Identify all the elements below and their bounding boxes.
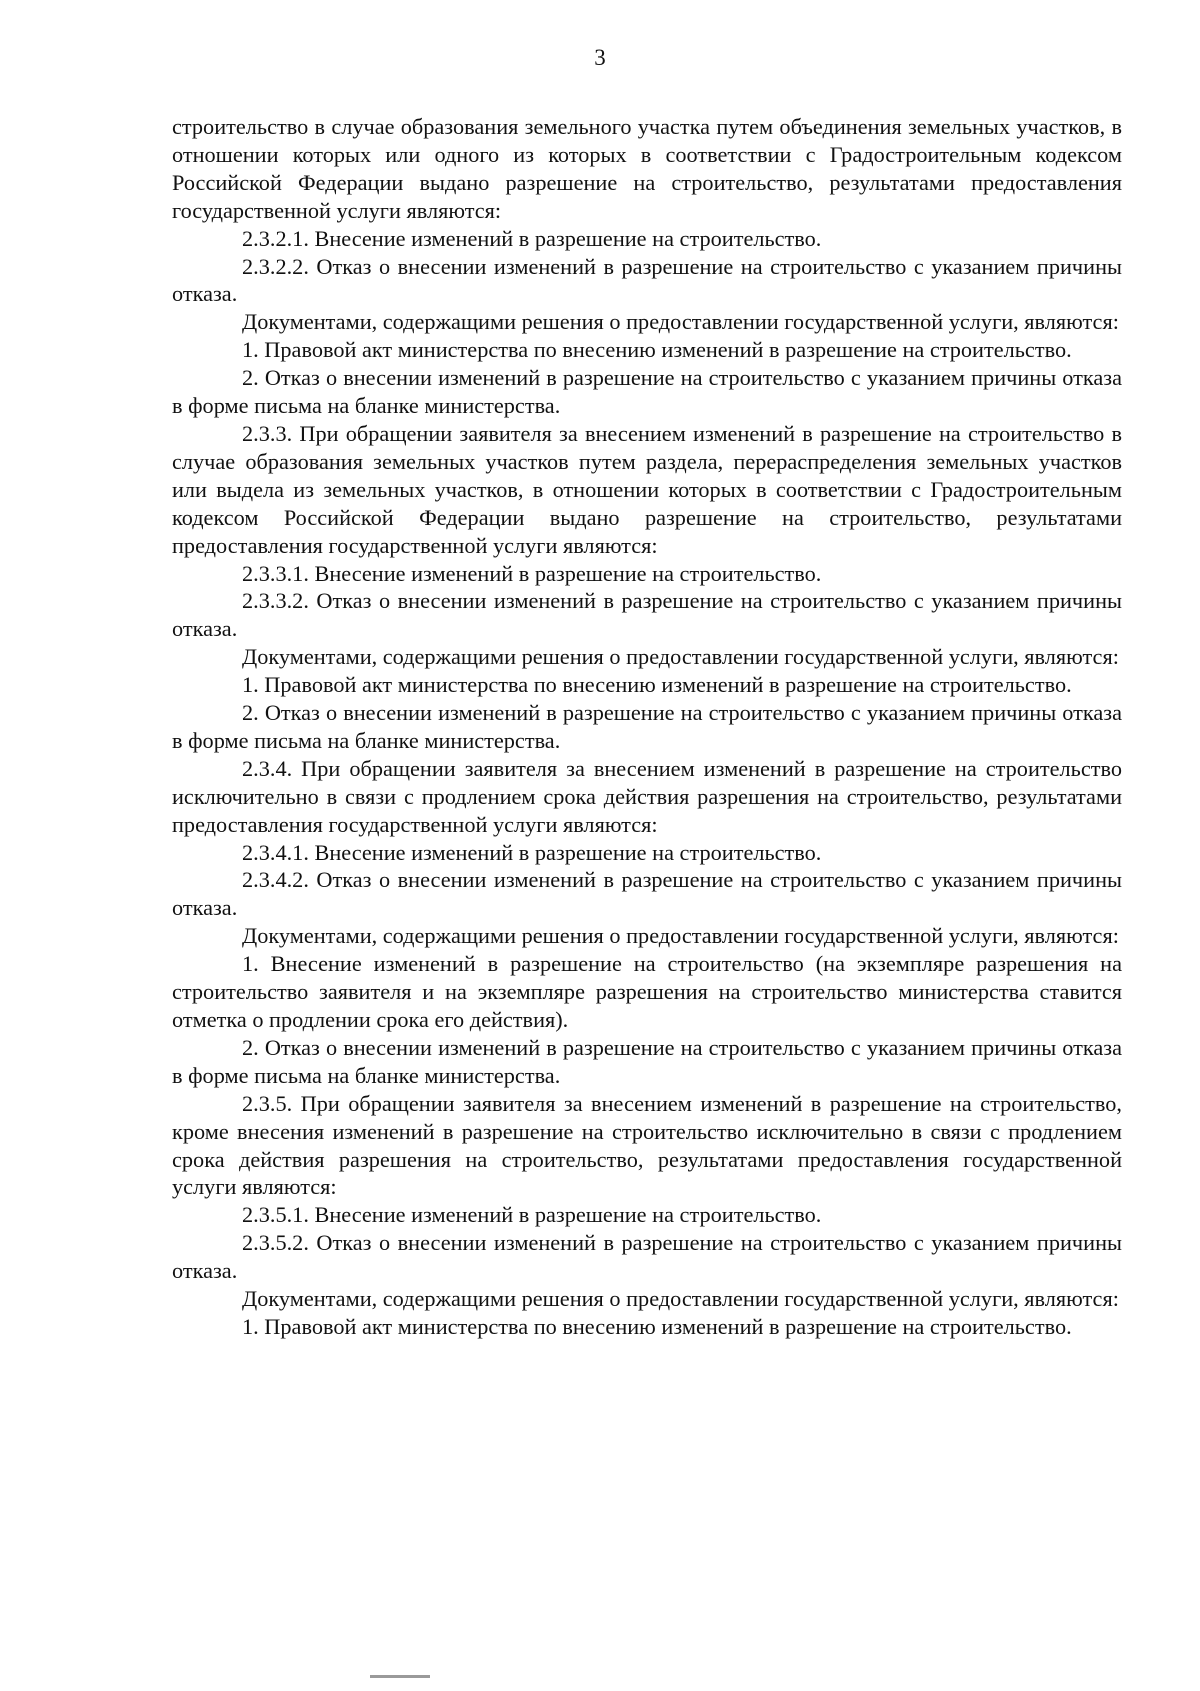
- paragraph: 2.3.5.2. Отказ о внесении изменений в разрешение на строительство с указанием причины отказа.: [172, 1230, 1122, 1284]
- document-body: [172, 113, 1122, 1341]
- paragraph: Документами, содержащими решения о предоставлении государственной услуги, являются:: [242, 309, 1119, 335]
- paragraph: 2.3.4.1. Внесение изменений в разрешение на строительство.: [242, 839, 822, 865]
- scan-artifact: [370, 1675, 430, 1678]
- paragraph: Документами, содержащими решения о предоставлении государственной услуги, являются:: [242, 1286, 1119, 1312]
- paragraph: 2.3.2.2. Отказ о внесении изменений в разрешение на строительство с указанием причины отказа.: [172, 253, 1122, 307]
- paragraph: 2.3.4. При обращении заявителя за внесением изменений в разрешение на строительство исключительно в связи с продлением срока действия разрешения на строительство, результатами предоставления государственной услуги являются:: [172, 755, 1122, 837]
- paragraph: 1. Правовой акт министерства по внесению изменений в разрешение на строительство.: [242, 672, 1072, 698]
- paragraph: строительство в случае образования земельного участка путем объединения земельных участков, в отношении которых или одного из которых в соответствии с Градостроительным кодексом Российской Федерации выдано разрешение на строительство, результатами предоставления государственной услуги являются:: [172, 114, 1122, 223]
- paragraph: 2.3.5. При обращении заявителя за внесением изменений в разрешение на строительство, кроме внесения изменений в разрешение на строительство исключительно в связи с продлением срока действия разрешения на строительство, результатами предоставления государственной услуги являются:: [172, 1090, 1122, 1200]
- paragraph: 2. Отказ о внесении изменений в разрешение на строительство с указанием причины отказа в форме письма на бланке министерства.: [172, 700, 1122, 753]
- paragraph: Документами, содержащими решения о предоставлении государственной услуги, являются:: [242, 644, 1119, 670]
- paragraph: 2. Отказ о внесении изменений в разрешение на строительство с указанием причины отказа в форме письма на бланке министерства.: [172, 365, 1122, 419]
- paragraph: 1. Правовой акт министерства по внесению изменений в разрешение на строительство.: [242, 337, 1072, 363]
- paragraph: 2.3.3.2. Отказ о внесении изменений в разрешение на строительство с указанием причины отказа.: [172, 588, 1122, 642]
- paragraph: 2.3.3. При обращении заявителя за внесением изменений в разрешение на строительство в случае образования земельных участков путем раздела, перераспределения земельных участков или выдела из земельных участков, в отношении которых в соответствии с Градостроительным кодексом Российской Федерации выдано разрешение на строительство, результатами предоставления государственной услуги являются:: [172, 420, 1122, 558]
- paragraph: 2.3.4.2. Отказ о внесении изменений в разрешение на строительство с указанием причины отказа.: [172, 867, 1122, 921]
- paragraph: 2.3.3.1. Внесение изменений в разрешение на строительство.: [242, 560, 822, 586]
- paragraph: 2.3.2.1. Внесение изменений в разрешение на строительство.: [242, 225, 822, 251]
- paragraph: 1. Правовой акт министерства по внесению изменений в разрешение на строительство.: [242, 1313, 1072, 1339]
- paragraph: 2. Отказ о внесении изменений в разрешение на строительство с указанием причины отказа в форме письма на бланке министерства.: [172, 1034, 1122, 1088]
- page-number: 3: [594, 45, 606, 70]
- paragraph: Документами, содержащими решения о предоставлении государственной услуги, являются:: [242, 923, 1119, 949]
- paragraph: 2.3.5.1. Внесение изменений в разрешение на строительство.: [242, 1202, 822, 1228]
- paragraph: 1. Внесение изменений в разрешение на строительство (на экземпляре разрешения на строительство заявителя и на экземпляре разрешения на строительство министерства ставится отметка о продлении срока его действия).: [172, 951, 1122, 1032]
